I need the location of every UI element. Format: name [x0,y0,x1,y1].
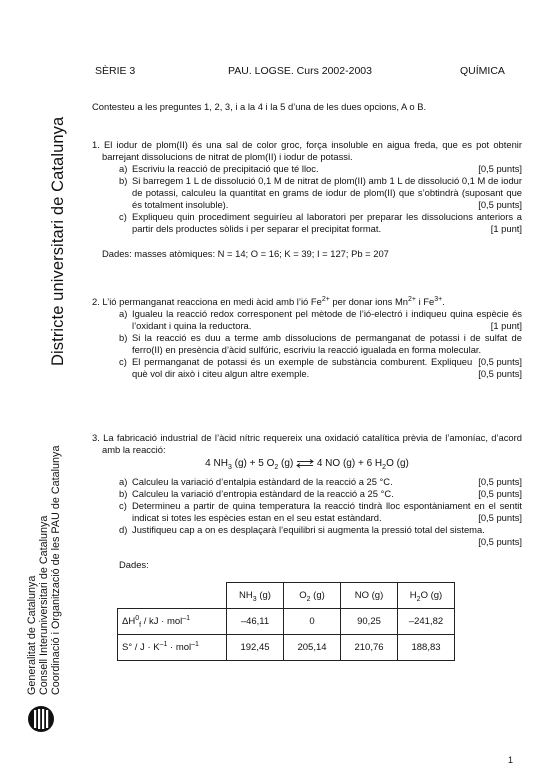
points-badge: [1 punt] [490,223,522,234]
question-1-item-c: c) Expliqueu quin procediment seguiríeu al laboratori per preparar les dissolucions anteriors a partir dels productes sòlids i per separar el precipitat format. [1 punt] [119,211,522,234]
table-cell: 0 [284,609,341,635]
series-label: SÈRIE 3 [95,65,136,77]
question-2-item-a: a) Igualeu la reacció redox corresponent pel mètode de l’ió-electró i indiqueu quina espècie és l’oxidant i quina la reductora. [1 punt] [119,308,522,331]
table-row [118,609,455,635]
question-3-item-d: d) Justifiqueu cap a on es desplaçarà l’equilibri si augmenta la pressió total del sistema. [119,524,485,535]
question-1-item-a: a) [0,5 punts] Escriviu la reacció de precipitació que té lloc. [119,163,522,174]
row-label-entropy: $S^\circ / J \cdot K^{-1} \cdot mol^{-1}$ [118,635,227,661]
question-3 [92,432,522,571]
table-corner [118,583,227,609]
sidebar-line-1: Generalitat de Catalunya [26,575,38,695]
question-2-item-c: c) El permanganat de potassi és un exemple de substància comburent. Expliqueu què vol dir això i citeu algun altre exemple. [0,5 punts] [119,356,522,379]
table-cell: 192,45 [227,635,284,661]
points-badge: [0,5 punts] [478,512,522,523]
table-header-cell: NO (g) [341,583,398,609]
page-header [95,65,510,79]
table-cell: 90,25 [341,609,398,635]
table-header-row [118,583,455,609]
generalitat-logo-icon [27,705,55,733]
points-badge: [0,5 punts] [478,476,522,487]
reaction-equation: 4 $NH_3$ (g) + 5 $O_2$ (g) 4 NO (g) + 6 $H_2O$ (g) [205,458,409,471]
question-3-item-a: a) [0,5 punts] Calculeu la variació d’entalpia estàndard de la reacció a 25 °C. [119,476,522,487]
points-badge: [0,5 punts] [478,199,522,210]
exam-title: PAU. LOGSE. Curs 2002-2003 [228,65,372,77]
question-2-item-b: b) Si la reacció es duu a terme amb dissolucions de permanganat de potassi i de sulfat de ferro(II) en presència d’àcid sulfúric, escriviu la reacció igualada en forma molecular. [0,5 punts] [119,332,522,367]
row-label-enthalpy: $\Delta H^0_f$ / kJ · mol$^{-1}$ [118,609,227,635]
table-header-cell: $NH_3$ (g) [227,583,284,609]
question-3-item-c: c) Determineu a partir de quina temperatura la reacció tindrà lloc espontàniament en el sentit indicat si totes les espècies estan en el seu estat estàndard. [0,5 punts] [119,500,522,523]
instructions: Contesteu a les preguntes 1, 2, 3, i a la 4 i la 5 d’una de les dues opcions, A o B. [92,101,427,112]
equilibrium-arrows-icon [296,459,314,468]
subject-label: QUÍMICA [460,65,505,77]
district-title: Districte universitari de Catalunya [49,116,67,366]
question-3-data-label: Dades: [119,559,149,570]
question-1-item-b: b) Si barregem 1 L de dissolució 0,1 M de nitrat de plom(II) amb 1 L de dissolució 0,1 M de iodur de potassi, calculeu la quantitat en grams de iodur de plom(II) que s’obtindrà (suposant que és totalment insoluble). [0,5 punts] [119,175,522,210]
table-cell: 205,14 [284,635,341,661]
points-badge: [0,5 punts] [478,536,522,547]
question-3-text: 3. La fabricació industrial de l’àcid nítric requereix una oxidació catalítica prèvia de l’amoníac, d’acord amb la reacció: [92,432,522,455]
question-2 [92,296,522,380]
sidebar-line-3: Coordinació i Organització de les PAU de Catalunya [50,445,62,695]
table-cell: 210,76 [341,635,398,661]
question-2-text: 2. L’ió permanganat reacciona en medi àcid amb l’ió $Fe^{2+}$ per donar ions $Mn^{2+}$ i $Fe^{3+}$. [92,295,445,307]
points-badge: [0,5 punts] [478,163,522,174]
question-1-data: Dades: masses atòmiques: N = 14; O = 16; K = 39; I = 127; Pb = 207 [102,248,389,259]
points-badge: [0,5 punts] [478,488,522,499]
sidebar-line-2: Consell Interuniversitari de Catalunya [38,515,50,695]
thermo-data-table [117,582,455,661]
table-cell: –46,11 [227,609,284,635]
question-1-text: 1. El iodur de plom(II) és una sal de color groc, força insoluble en aigua freda, que es pot obtenir barrejant dissolucions de nitrat de plom(II) i iodur de potassi. [92,139,522,162]
question-1 [92,139,522,260]
page-number: 1 [508,755,514,765]
table-header-cell: $O_2$ (g) [284,583,341,609]
points-badge: [0,5 punts] [478,356,522,367]
table-header-cell: $H_2O$ (g) [398,583,455,609]
table-cell: –241,82 [398,609,455,635]
table-row [118,635,455,661]
points-badge: [0,5 punts] [478,368,522,379]
points-badge: [1 punt] [490,320,522,331]
table-cell: 188,83 [398,635,455,661]
question-3-item-b: b) [0,5 punts] Calculeu la variació d’entropia estàndard de la reacció a 25 °C. [119,488,522,499]
